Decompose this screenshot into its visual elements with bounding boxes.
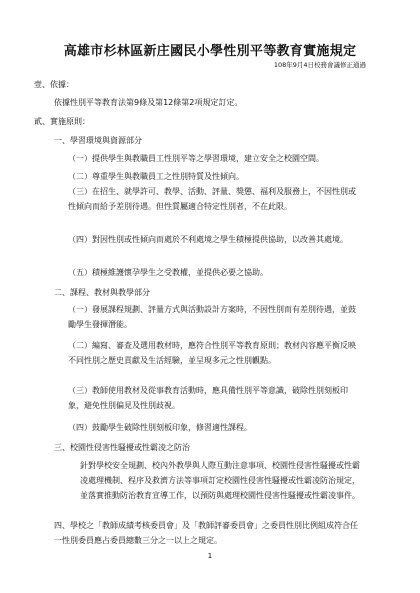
- list-item: （一）提供學生與教職員工性別平等之學習環境，建立安全之校園空間。: [68, 154, 324, 163]
- list-item: （四）鼓勵學生破除性別刻板印象，修習適性課程。: [68, 423, 252, 432]
- list-item: （二）編寫、審查及選用教材時，應符合性別平等教育原則；教材內容應平衡反映不同性別之歷史貢獻及生活經驗，並呈現多元之性別觀點。: [68, 341, 356, 365]
- section-principles-heading: 貳、實施原則：: [34, 117, 90, 126]
- subsection-prevention-heading: 三、校園性侵害性騷擾或性霸凌之防治: [54, 443, 190, 452]
- section-basis-body: 依據性別平等教育法第9條及第12條第2項規定訂定。: [54, 98, 243, 107]
- subsection-committee-rule: 四、學校之「教師成績考核委員會」及「教師評審委員會」之委員性別比例組成符合任一性別委員應占委員總數三分之一以上之規定。: [54, 521, 358, 545]
- list-item: （一）發展課程規劃、評量方式與活動設計方案時，不因性別而有差別待遇，並鼓勵學生發揮潛能。: [68, 305, 356, 329]
- subsection-curriculum-heading: 二、課程、教材與教學部分: [54, 288, 150, 297]
- page-number: 1: [207, 552, 213, 560]
- subsection-environment-heading: 一、學習環境與資源部分: [54, 136, 142, 145]
- revision-date: 108年9月4日校務會議修正通過: [273, 61, 366, 69]
- list-item: （三）教師使用教材及從事教育活動時，應具備性別平等意識，破除性別刻板印象，避免性別偏見及性別歧視。: [68, 386, 348, 410]
- list-item: （五）積極維護懷孕學生之受教權，並提供必要之協助。: [68, 268, 268, 277]
- list-item: （四）對因性別或性傾向而處於不利處境之學生積極提供協助，以改善其處境。: [68, 235, 348, 244]
- subsection-prevention-body: 針對學校安全規劃、校內外教學與人際互動注意事項、校園性侵害性騷擾或性霸凌處理機制、程序及救濟方法等事項訂定校園性侵害性騷擾或性霸凌防治規定，並落實推動防治教育宣導工作，以預防與處理校園性侵害性騷擾或性霸凌事件。: [80, 461, 360, 500]
- section-basis-heading: 壹、依據：: [34, 80, 74, 89]
- document-title: 高雄市杉林區新庄國民小學性別平等教育實施規定: [63, 44, 357, 59]
- list-item: （三）在招生、就學許可、教學、活動、評量、獎懲、福利及服務上，不因性別或性傾向而給予差別待遇。但性質屬適合特定性別者，不在此限。: [68, 187, 356, 211]
- list-item: （二）尊重學生與教職員工之性別特質及性傾向。: [68, 172, 244, 181]
